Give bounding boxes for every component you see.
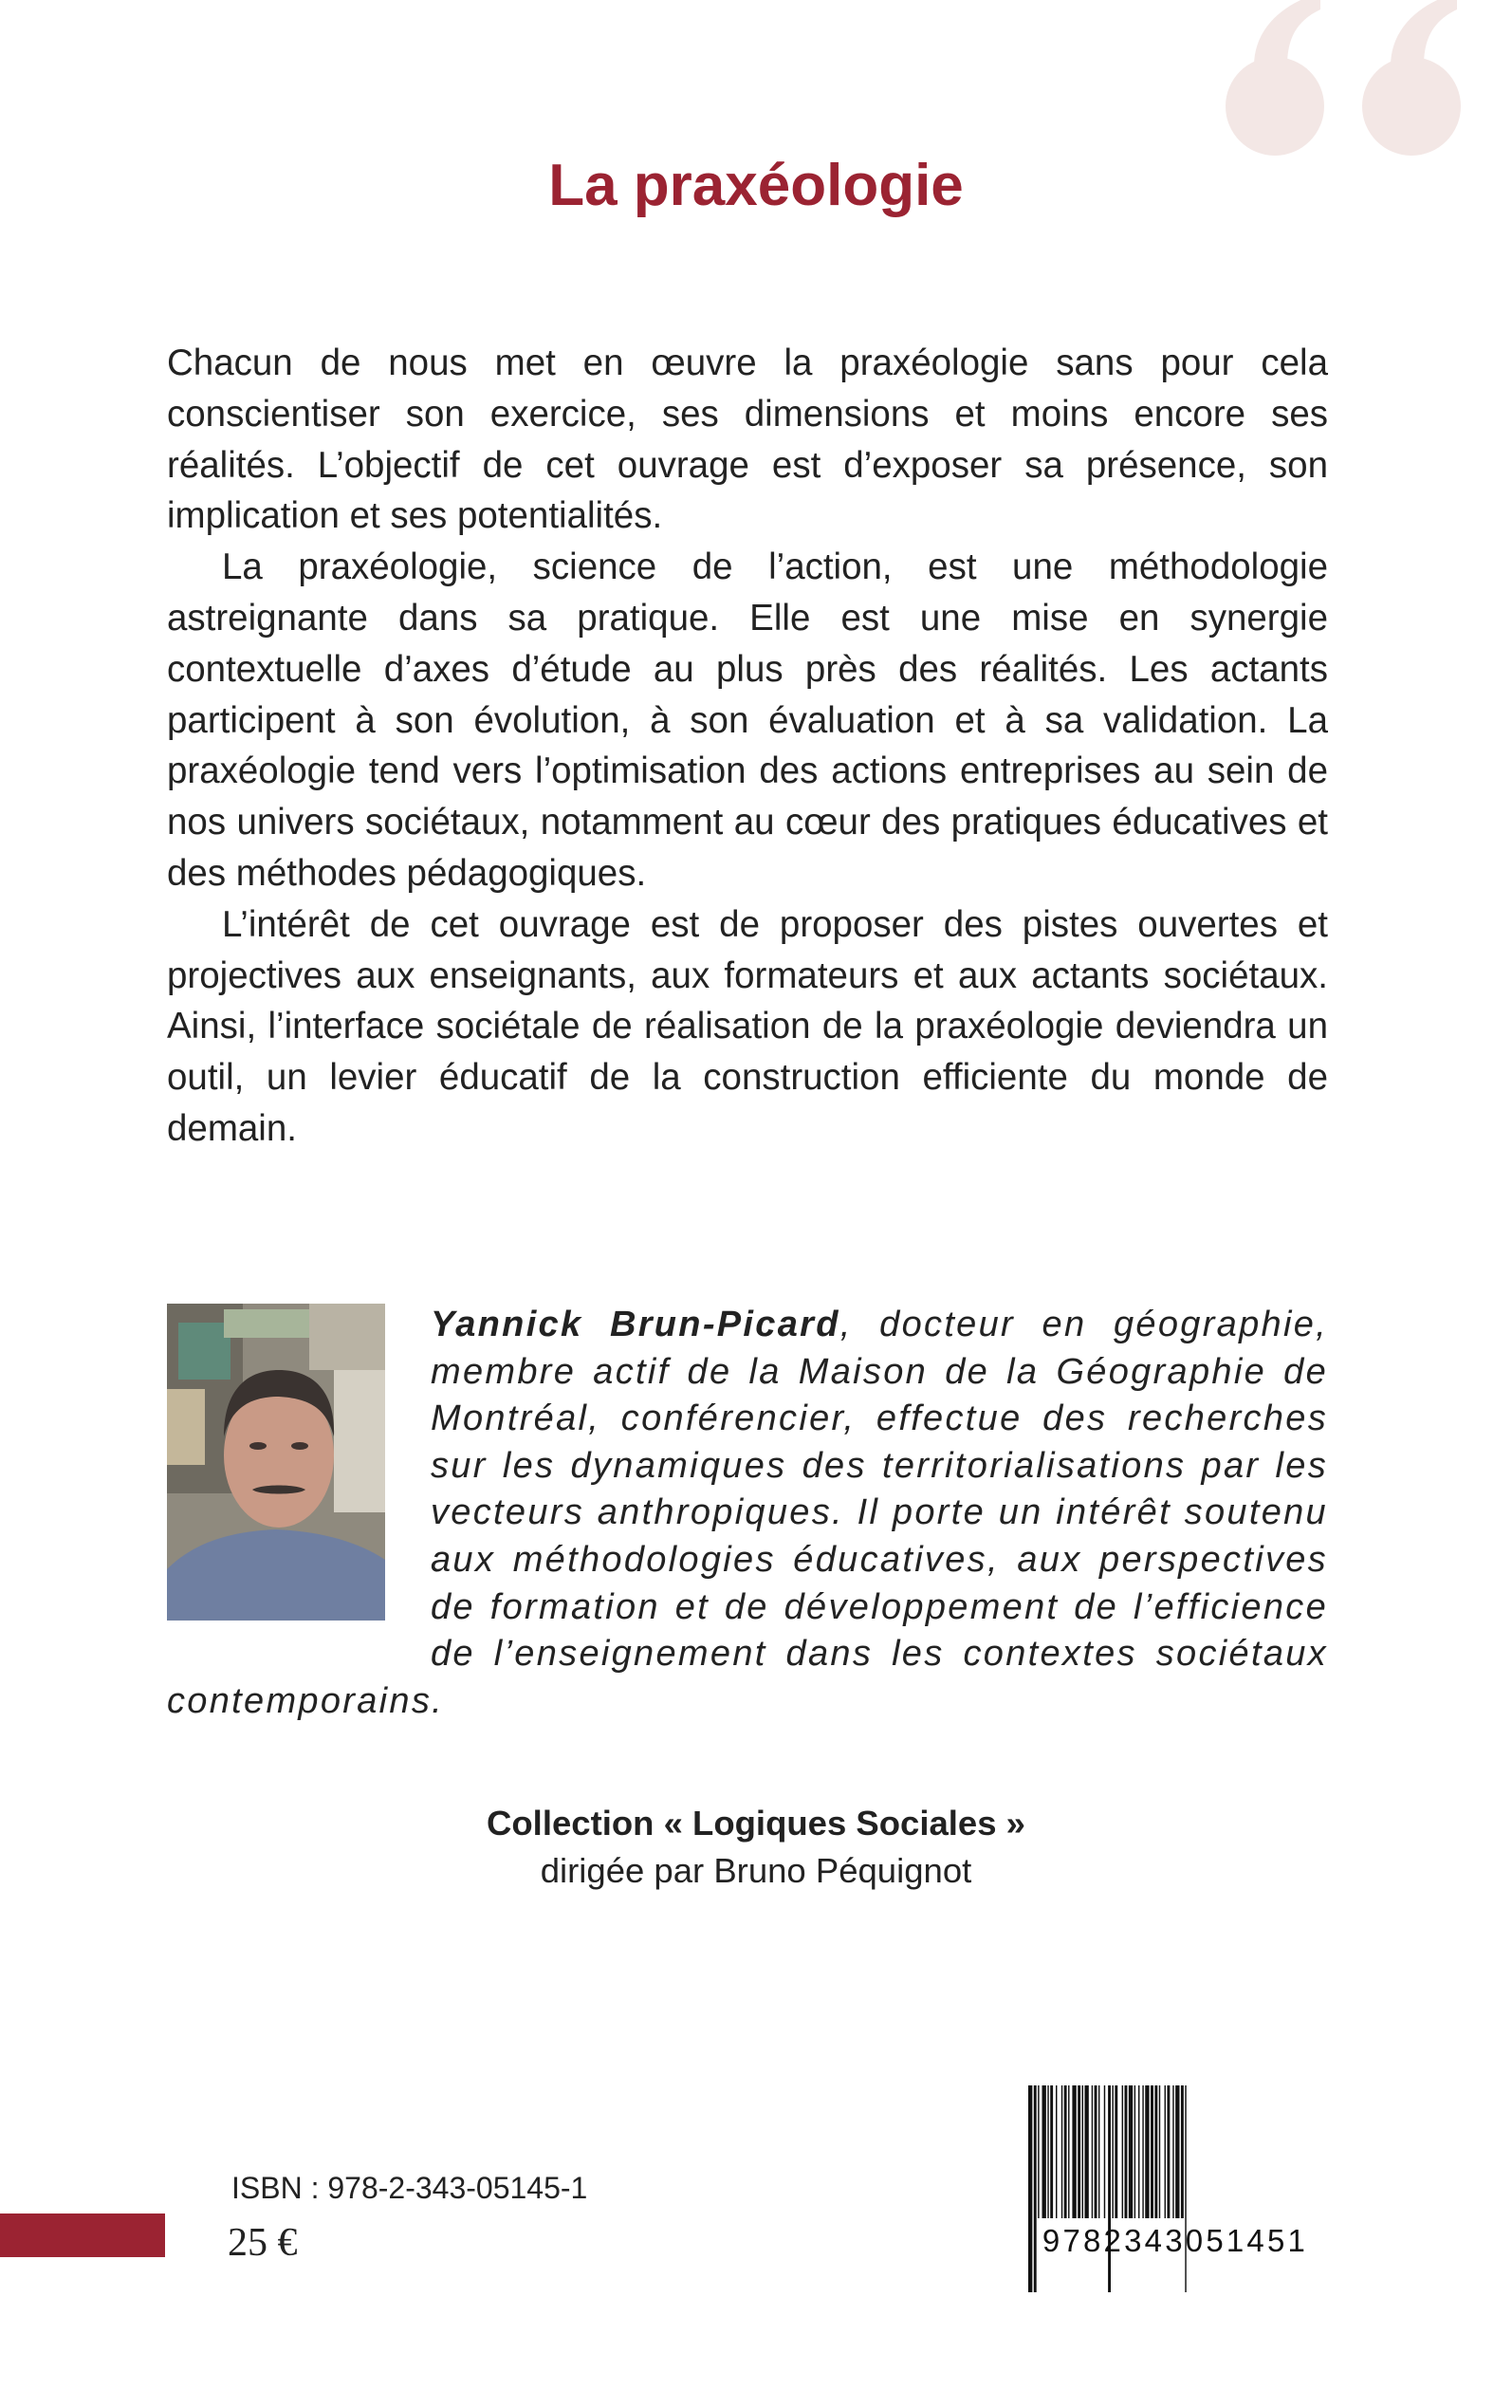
barcode-bar (1175, 2085, 1179, 2218)
barcode-bar (1122, 2085, 1123, 2218)
barcode-bar (1151, 2085, 1153, 2218)
barcode-bar (1112, 2085, 1113, 2218)
book-summary (167, 338, 1328, 1155)
collection-info (0, 1800, 1512, 1895)
author-block (167, 1302, 1328, 1725)
barcode-bar (1159, 2085, 1160, 2218)
barcode-bar (1165, 2085, 1166, 2218)
barcode-bar (1154, 2085, 1157, 2218)
barcode-bar (1064, 2085, 1067, 2218)
barcode-bar (1034, 2085, 1037, 2292)
barcode-bar (1125, 2085, 1128, 2218)
barcode-bar (1072, 2085, 1076, 2218)
barcode-bar (1038, 2085, 1039, 2218)
price-label: 25 € (228, 2221, 298, 2265)
barcode-bar (1092, 2085, 1093, 2218)
author-bio-text: , docteur en géographie, membre actif de la Maison de la Géographie de Montréal, conférencier, effectue des recherches sur les dynamiques des territorialisations par les vecteurs anthropiques. Il porte un intérêt soutenu aux méthodologies éducatives, aux perspectives de formation et de développement de l’efficience de l’enseignement dans les contextes sociétaux contemporains. (167, 1305, 1328, 1721)
author-name: Yannick Brun-Picard (431, 1305, 840, 1344)
decorative-quote-icon (1197, 0, 1482, 171)
barcode-bar (1108, 2085, 1111, 2292)
barcode-bar (1028, 2085, 1032, 2292)
barcode-bar (1181, 2085, 1184, 2218)
barcode-bar (1172, 2085, 1173, 2218)
accent-bar (0, 2214, 165, 2257)
barcode-bar (1185, 2085, 1186, 2292)
barcode-bar (1167, 2085, 1170, 2218)
barcode-bar (1145, 2085, 1149, 2218)
isbn-label: ISBN : 978-2-343-05145-1 (231, 2171, 588, 2205)
barcode-digits: 9782343051451 (1042, 2223, 1309, 2258)
summary-paragraph-3: L’intérêt de cet ouvrage est de proposer des pistes ouvertes et projectives aux enseignants, aux formateurs et aux actants sociétaux. Ainsi, l’interface sociétale de réalisation de la praxéologie deviendra un outil, un levier éducatif de la construction efficiente du monde de demain. (167, 903, 1328, 1149)
summary-paragraph-2: La praxéologie, science de l’action, est une méthodologie astreignante dans sa pratique. Elle est une mise en synergie contextuelle d’axes d’étude au plus près des réalités. Les actants participent à son évolution, à son évaluation et à sa validation. La praxéologie tend vers l’optimisation des actions entreprises au sein de nos univers sociétaux, notamment au cœur des pratiques éducatives et des méthodes pédagogiques. (167, 546, 1328, 894)
barcode-bar (1078, 2085, 1080, 2218)
barcode-bar (1129, 2085, 1133, 2218)
barcode-bar (1138, 2085, 1139, 2218)
collection-director: dirigée par Bruno Péquignot (540, 1851, 972, 1890)
barcode-bar (1068, 2085, 1069, 2218)
barcode-bar (1061, 2085, 1062, 2218)
barcode-bar (1047, 2085, 1048, 2218)
barcode-bar (1082, 2085, 1083, 2218)
barcode-bar (1042, 2085, 1046, 2218)
barcode-bar (1104, 2085, 1105, 2218)
barcode-bar (1050, 2085, 1053, 2218)
barcode-bar (1056, 2085, 1057, 2218)
barcode-bar (1115, 2085, 1117, 2218)
book-title: La praxéologie (548, 153, 964, 218)
barcode-bar (1095, 2085, 1097, 2218)
collection-title: Collection « Logiques Sociales » (487, 1804, 1025, 1843)
barcode-bar (1142, 2085, 1143, 2218)
barcode-icon (1026, 2085, 1326, 2292)
barcode-bar (1134, 2085, 1135, 2218)
barcode-bar (1098, 2085, 1099, 2218)
summary-paragraph-1: Chacun de nous met en œuvre la praxéologie sans pour cela conscientiser son exercice, ses dimensions et moins encore ses réalités. L’objectif de cet ouvrage est d’exposer sa présence, son implication et ses potentialités. (167, 343, 1328, 537)
author-photo (167, 1304, 385, 1621)
barcode-bar (1084, 2085, 1088, 2218)
